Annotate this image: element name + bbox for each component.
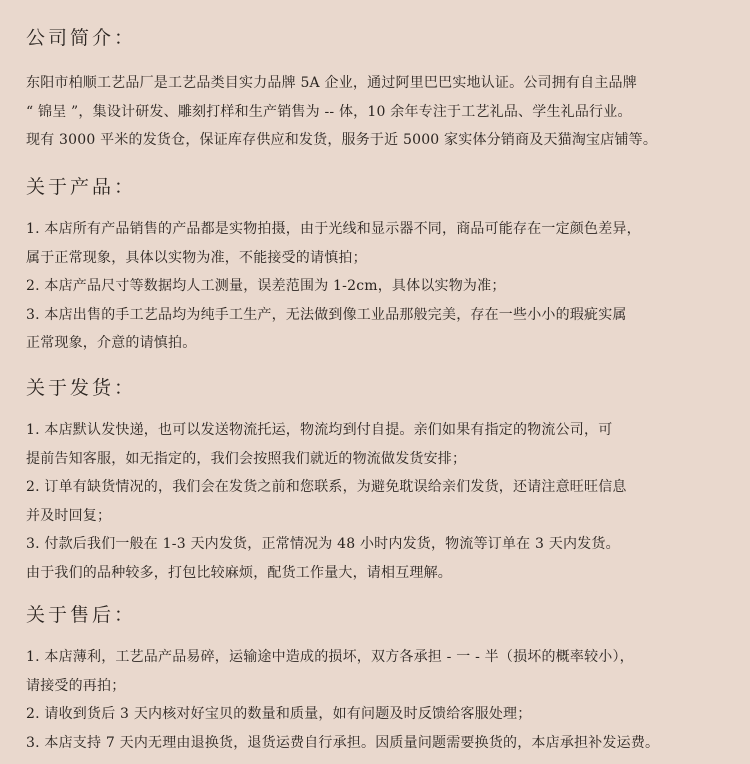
products-body bbox=[26, 215, 741, 358]
products-line: 1. 本店所有产品销售的产品都是实物拍摄，由于光线和显示器不同，商品可能存在一定颜色差异， bbox=[26, 221, 641, 237]
products-heading: 关于产品： bbox=[26, 176, 137, 198]
shipping-heading: 关于发货： bbox=[26, 377, 137, 399]
products-section bbox=[26, 175, 741, 358]
shipping-line: 提前告知客服，如无指定的，我们会按照我们就近的物流做发货安排； bbox=[26, 450, 467, 467]
shipping-body bbox=[26, 416, 741, 587]
aftersales-body bbox=[26, 643, 741, 757]
aftersales-section bbox=[26, 603, 741, 757]
company-intro-line: “ 锦呈 ”，集设计研发、雕刻打样和生产销售为 -- 体，10 余年专注于工艺礼品、学生礼品行业。 bbox=[26, 103, 632, 120]
company-intro-heading: 公司简介： bbox=[26, 27, 137, 49]
aftersales-heading: 关于售后： bbox=[26, 604, 137, 626]
shipping-section bbox=[26, 376, 741, 587]
products-line: 3. 本店出售的手工艺品均为纯手工生产，无法做到像工业品那般完美，存在一些小小的瑕疵实属 bbox=[26, 306, 627, 323]
company-intro-line: 现有 3000 平米的发货仓，保证库存供应和发货，服务于近 5000 家实体分销商及天猫淘宝店铺等。 bbox=[26, 132, 658, 148]
shipping-line: 1. 本店默认发快递，也可以发送物流托运，物流均到付自提。亲们如果有指定的物流公司，可 bbox=[26, 422, 613, 438]
company-intro-body bbox=[26, 69, 741, 155]
aftersales-line: 2. 请收到货后 3 天内核对好宝贝的数量和质量，如有问题及时反馈给客服处理； bbox=[26, 706, 532, 722]
aftersales-line: 1. 本店薄利，工艺品产品易碎，运输途中造成的损坏，双方各承担 - 一 - 半（损坏的概率较小）， bbox=[26, 649, 634, 665]
shipping-line: 2. 订单有缺货情况的，我们会在发货之前和您联系，为避免耽误给亲们发货，还请注意旺旺信息 bbox=[26, 479, 627, 495]
company-intro-section bbox=[26, 26, 741, 155]
products-line: 2. 本店产品尺寸等数据均人工测量，误差范围为 1-2cm，具体以实物为准； bbox=[26, 278, 506, 294]
shipping-line: 3. 付款后我们一般在 1-3 天内发货，正常情况为 48 小时内发货，物流等订单在 3 天内发货。 bbox=[26, 536, 620, 552]
aftersales-line: 3. 本店支持 7 天内无理由退换货，退货运费自行承担。因质量问题需要换货的，本店承担补发运费。 bbox=[26, 734, 660, 751]
products-line: 属于正常现象，具体以实物为准，不能接受的请慎拍； bbox=[26, 249, 367, 266]
aftersales-line: 请接受的再拍； bbox=[26, 677, 126, 694]
company-intro-line: 东阳市柏顺工艺品厂是工艺品类目实力品牌 5A 企业，通过阿里巴巴实地认证。公司拥有自主品牌 bbox=[26, 75, 637, 91]
products-line: 正常现象，介意的请慎拍。 bbox=[26, 335, 197, 351]
shipping-line: 由于我们的品种较多，打包比较麻烦，配货工作量大，请相互理解。 bbox=[26, 564, 452, 581]
shipping-line: 并及时回复； bbox=[26, 507, 112, 524]
